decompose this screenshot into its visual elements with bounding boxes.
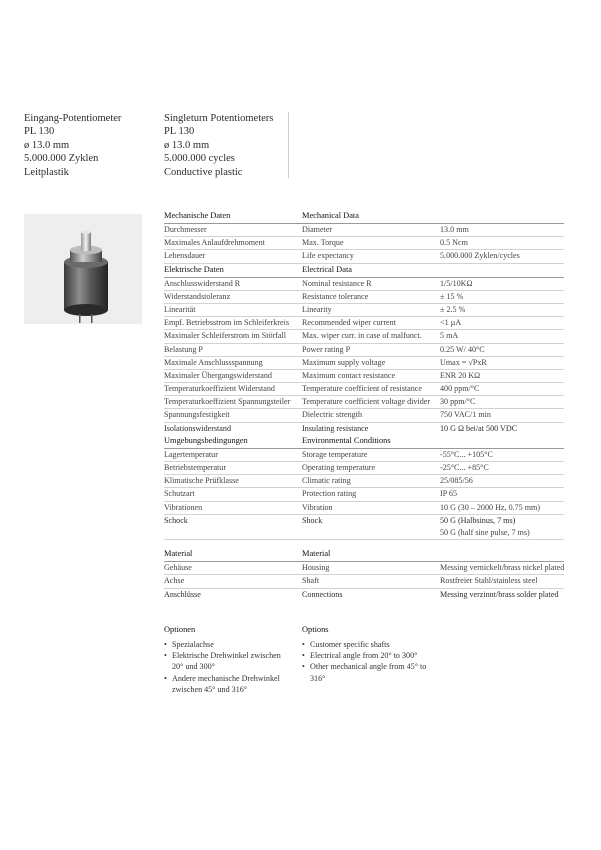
table-row: Durchmesser Diameter 13.0 mm — [164, 224, 564, 237]
table-row: Lagertemperatur Storage temperature -55°C... +105°C — [164, 449, 564, 462]
header-german — [24, 112, 121, 179]
section-header-environmental: Umgebungsbedingungen Environmental Conditions — [164, 435, 564, 449]
table-row: Lebensdauer Life expectancy 5.000.000 Zyklen/cycles — [164, 250, 564, 263]
header-en-model: PL 130 — [164, 126, 195, 138]
table-row: 50 G (half sine pulse, 7 ms) — [164, 527, 564, 540]
section-header-electrical: Elektrische Daten Electrical Data — [164, 264, 564, 278]
table-row: Betriebstemperatur Operating temperature -25°C... +85°C — [164, 462, 564, 475]
list-item: • Elektrische Drehwinkel zwischen 20° und 300° — [164, 650, 294, 672]
header-en-diameter: ø 13.0 mm — [164, 139, 210, 151]
table-row: Widerstandstoleranz Resistance tolerance ± 15 % — [164, 291, 564, 304]
table-row: Schutzart Protection rating IP 65 — [164, 488, 564, 501]
header-divider — [288, 112, 289, 178]
list-item: • Customer specific shafts — [302, 639, 432, 650]
table-row: Schock Shock 50 G (Halbsinus, 7 ms) — [164, 515, 516, 525]
header-en-title: Singleturn Potentiometers — [164, 113, 274, 124]
header-en-cycles: 5.000.000 cycles — [164, 153, 235, 165]
header-de-cycles: 5.000.000 Zyklen — [24, 153, 99, 165]
table-row: Achse Shaft Rostfreier Stahl/stainless steel — [164, 575, 564, 588]
header-de-material: Leitplastik — [24, 166, 69, 178]
table-row: Empf. Betriebsstrom im Schleiferkreis Recommended wiper current <1 µA — [164, 317, 564, 330]
header-de-title: Eingang-Potentiometer — [24, 113, 122, 124]
options-en-list — [302, 639, 432, 684]
table-row: Klimatische Prüfklasse Climatic rating 25/085/56 — [164, 475, 564, 488]
section-header-mechanical: Mechanische Daten Mechanical Data — [164, 210, 564, 224]
section-header-material: Material Material — [164, 548, 564, 562]
table-row: Spannungsfestigkeit Dielectric strength 750 VAC/1 min — [164, 409, 564, 422]
table-row: Linearität Linearity ± 2.5 % — [164, 304, 564, 317]
options-de-list — [164, 639, 294, 695]
options-de-title: Optionen — [164, 625, 196, 634]
table-row: Belastung P Power rating P 0.25 W/ 40°C — [164, 344, 564, 357]
header-de-model: PL 130 — [24, 126, 55, 138]
table-row: Maximaler Schleiferstrom im Störfall Max. wiper curr. in case of malfunct. 5 mA — [164, 330, 564, 343]
table-row: Isolationswiderstand Insulating resistance 10 G Ω bei/at 500 VDC — [164, 423, 518, 433]
table-row: Vibrationen Vibration 10 G (30 – 2000 Hz, 0.75 mm) — [164, 502, 564, 515]
list-item: • Spezialachse — [164, 639, 294, 650]
list-item: • Andere mechanische Drehwinkel zwischen 45° und 316° — [164, 673, 294, 695]
header-english — [164, 112, 273, 179]
list-item: • Electrical angle from 20° to 300° — [302, 650, 432, 661]
table-row: Anschlüsse Connections Messing verzinnt/brass solder plated — [164, 589, 559, 599]
table-row: Maximales Anlaufdrehmoment Max. Torque 0.5 Ncm — [164, 237, 564, 250]
section-spacer — [164, 540, 564, 548]
potentiometer-image — [24, 214, 142, 324]
table-row: Gehäuse Housing Messing vernickelt/brass nickel plated — [164, 562, 564, 575]
table-row: Maximaler Übergangswiderstand Maximum contact resistance ENR 20 KΩ — [164, 370, 564, 383]
header-en-material: Conductive plastic — [164, 166, 243, 178]
table-row: Maximale Anschlussspannung Maximum supply voltage Umax = √PxR — [164, 357, 564, 370]
table-row: Temperaturkoeffizient Spannungsteiler Temperature coefficient voltage divider 30 ppm/°C — [164, 396, 564, 409]
table-row: Temperaturkoeffizient Widerstand Temperature coefficient of resistance 400 ppm/°C — [164, 383, 564, 396]
options-german — [164, 624, 294, 695]
list-item: • Other mechanical angle from 45° to 316° — [302, 661, 432, 683]
header-de-diameter: ø 13.0 mm — [24, 139, 70, 151]
options-english — [302, 624, 432, 684]
table-row: Anschlusswiderstand R Nominal resistance R 1/5/10KΩ — [164, 278, 564, 291]
options-en-title: Options — [302, 625, 329, 634]
spec-table — [164, 210, 564, 601]
product-photo — [24, 214, 142, 324]
